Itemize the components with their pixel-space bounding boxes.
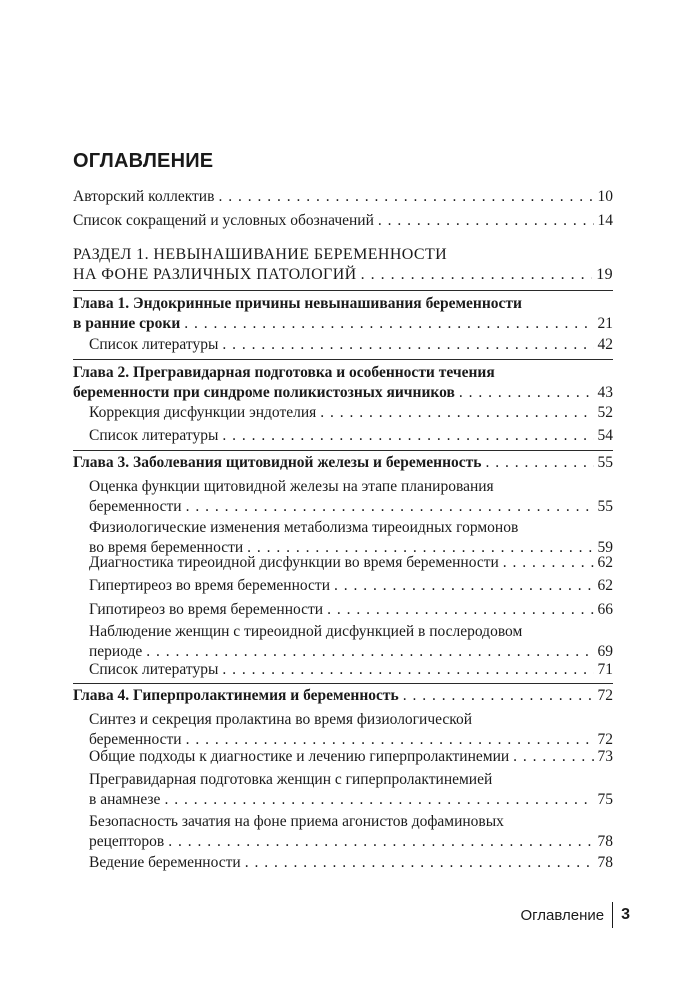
entry-page: 21 — [597, 315, 613, 332]
entry-title-line: периоде — [89, 643, 143, 660]
toc-entry-prolactin-synthesis[interactable] — [89, 710, 613, 750]
entry-page: 59 — [597, 539, 613, 556]
leader-dots — [361, 265, 593, 285]
entry-page: 75 — [597, 791, 613, 808]
entry-title: Ведение беременности — [89, 854, 241, 871]
leader-dots — [485, 453, 593, 473]
leader-dots — [164, 790, 593, 810]
toc-entry-thyroid-assessment[interactable] — [89, 477, 613, 517]
toc-entry-conception-safety[interactable] — [89, 812, 613, 852]
footer-separator — [612, 902, 613, 928]
entry-title-line: Синтез и секреция пролактина во время физиологической — [89, 711, 473, 728]
entry-title-line: Глава 1. Эндокринные причины невынашивания беременности — [73, 295, 522, 312]
toc-entry-pregravid-hyperprolactinemia[interactable] — [89, 770, 613, 810]
entry-page: 71 — [597, 661, 613, 678]
toc-entry-endothelium[interactable] — [89, 403, 613, 423]
leader-dots — [327, 600, 593, 620]
entry-page: 43 — [597, 384, 613, 401]
toc-entry-references[interactable] — [89, 660, 613, 680]
leader-dots — [320, 403, 593, 423]
toc-entry-abbreviations[interactable] — [73, 211, 613, 231]
leader-dots — [184, 314, 593, 334]
footer-label: Оглавление — [520, 906, 605, 924]
entry-page: 66 — [597, 601, 613, 618]
entry-title-line: РАЗДЕЛ 1. НЕВЫНАШИВАНИЕ БЕРЕМЕННОСТИ — [73, 246, 448, 263]
leader-dots — [222, 660, 593, 680]
entry-page: 55 — [597, 498, 613, 515]
entry-title-line: в ранние сроки — [73, 315, 181, 332]
entry-page: 52 — [597, 404, 613, 421]
entry-title-line: в анамнезе — [89, 791, 161, 808]
entry-page: 10 — [597, 188, 613, 205]
entry-page: 54 — [597, 427, 613, 444]
leader-dots — [245, 853, 594, 873]
entry-title: Список литературы — [89, 661, 219, 678]
page-number: 3 — [621, 906, 630, 923]
leader-dots — [378, 211, 594, 231]
entry-title-line: Наблюдение женщин с тиреоидной дисфункцией в послеродовом — [89, 623, 523, 640]
divider — [73, 359, 613, 360]
entry-title-line: Глава 2. Прегравидарная подготовка и особенности течения — [73, 364, 495, 381]
toc-entry-chapter-3[interactable] — [73, 453, 613, 473]
entry-title: Гипотиреоз во время беременности — [89, 601, 324, 618]
leader-dots — [146, 642, 593, 662]
toc-entry-thyroid-diagnostics[interactable] — [89, 553, 613, 573]
leader-dots — [218, 187, 593, 207]
entry-title: Авторский коллектив — [73, 188, 215, 205]
entry-title: Глава 3. Заболевания щитовидной железы и беременность — [73, 454, 482, 471]
toc-entry-hyperthyroidism[interactable] — [89, 576, 613, 596]
entry-title: Список сокращений и условных обозначений — [73, 212, 374, 229]
toc-entry-hyperprolactinemia-approaches[interactable] — [89, 747, 613, 767]
entry-page: 62 — [597, 554, 613, 571]
leader-dots — [503, 553, 594, 573]
entry-title: Диагностика тиреоидной дисфункции во время беременности — [89, 554, 499, 571]
entry-title-line: НА ФОНЕ РАЗЛИЧНЫХ ПАТОЛОГИЙ — [73, 266, 357, 283]
entry-page: 62 — [597, 577, 613, 594]
running-footer — [520, 902, 630, 928]
leader-dots — [334, 576, 594, 596]
toc-entry-references[interactable] — [89, 335, 613, 355]
toc-heading: ОГЛАВЛЕНИЕ — [73, 150, 214, 172]
entry-title-line: Оценка функции щитовидной железы на этапе планирования — [89, 478, 494, 495]
leader-dots — [513, 747, 593, 767]
leader-dots — [186, 497, 594, 517]
toc-entry-thyroid-metabolism[interactable] — [89, 518, 613, 558]
entry-page: 14 — [597, 212, 613, 229]
entry-title: Коррекция дисфункции эндотелия — [89, 404, 317, 421]
toc-entry-chapter-1[interactable] — [73, 294, 613, 334]
entry-title-line: во время беременности — [89, 539, 244, 556]
entry-page: 19 — [596, 266, 613, 283]
entry-page: 69 — [597, 643, 613, 660]
leader-dots — [168, 832, 593, 852]
entry-page: 72 — [597, 731, 613, 748]
entry-page: 72 — [597, 687, 613, 704]
toc-entry-chapter-4[interactable] — [73, 686, 613, 706]
entry-title: Гипертиреоз во время беременности — [89, 577, 330, 594]
entry-title: Список литературы — [89, 336, 219, 353]
divider — [73, 450, 613, 451]
toc-entry-authors[interactable] — [73, 187, 613, 207]
entry-title-line: рецепторов — [89, 833, 165, 850]
entry-page: 78 — [597, 854, 613, 871]
entry-title-line: беременности — [89, 498, 182, 515]
toc-entry-references[interactable] — [89, 426, 613, 446]
entry-title: Список литературы — [89, 427, 219, 444]
entry-title: Глава 4. Гиперпролактинемия и беременность — [73, 687, 399, 704]
toc-entry-chapter-2[interactable] — [73, 363, 613, 403]
entry-title-line: Безопасность зачатия на фоне приема агонистов дофаминовых — [89, 813, 504, 830]
leader-dots — [459, 383, 594, 403]
entry-page: 78 — [597, 833, 613, 850]
leader-dots — [222, 426, 593, 446]
entry-title-line: Прегравидарная подготовка женщин с гиперпролактинемией — [89, 771, 493, 788]
entry-title-line: беременности при синдроме поликистозных яичников — [73, 384, 455, 401]
toc-entry-postpartum[interactable] — [89, 622, 613, 662]
entry-title-line: Физиологические изменения метаболизма тиреоидных гормонов — [89, 519, 519, 536]
entry-title-line: беременности — [89, 731, 182, 748]
toc-entry-hypothyroidism[interactable] — [89, 600, 613, 620]
divider — [73, 290, 613, 291]
toc-entry-section-1[interactable] — [73, 245, 613, 285]
entry-title: Общие подходы к диагностике и лечению гиперпролактинемии — [89, 748, 510, 765]
entry-page: 42 — [597, 336, 613, 353]
entry-page: 73 — [597, 748, 613, 765]
toc-entry-pregnancy-management[interactable] — [89, 853, 613, 873]
entry-page: 55 — [597, 454, 613, 471]
divider — [73, 683, 613, 684]
leader-dots — [222, 335, 593, 355]
leader-dots — [403, 686, 594, 706]
